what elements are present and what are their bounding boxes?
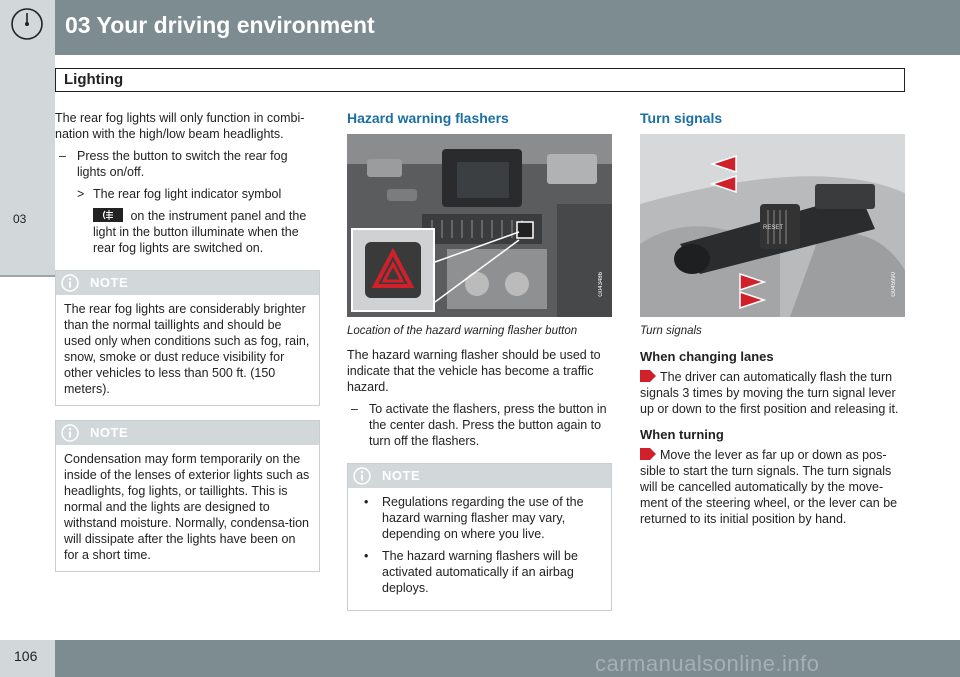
bullet-marker: • [364,549,369,563]
turning-paragraph [640,447,907,527]
note-list-item [356,494,603,542]
info-icon [353,467,371,485]
note-item-text: Regulations regarding the use of the hazard warning flasher may vary, depending on where you live. [382,495,584,541]
result-marker: > [77,187,85,201]
column-turn-signals [640,110,907,533]
note-header [348,464,611,488]
intro-paragraph: The rear fog lights will only function in combi-nation with the high/low beam headlights. [55,111,305,141]
turn-signal-lever-photo [640,134,905,317]
turning-text: Move the lever as far up or down as pos-sible to start the turn signals. The turn signals will be cancelled automatically by the move-ment of the steering wheel, or the lever can be returned to its initial position by hand. [640,448,898,526]
info-icon [61,424,79,442]
result-text-after: on the instrument panel and the light in the button illuminate when the rear fog lights are switched on. [93,209,307,255]
note-item-text: The hazard warning flashers will be activated automatically if an airbag deploys. [382,549,578,595]
bullet-marker: • [364,495,369,509]
note-header [56,271,319,295]
subheading-changing-lanes: When changing lanes [640,349,774,364]
callout-badge [640,370,656,382]
watermark: carmanualsonline.info [595,651,820,676]
chapter-icon-box [0,0,55,55]
step-text: To activate the flashers, press the button in the center dash. Press the button again to turn off the flashers. [369,402,607,448]
info-icon [61,274,79,292]
photo-code: G043486 [598,272,604,297]
column-hazard-flashers [347,110,612,611]
note-text: The rear fog lights are considerably brighter than the normal taillights and should be used only when conditions such as fog, rain, snow, smoke or dust reduce visibility for other vehicles to less than 500 ft. (150 meters). [64,302,310,396]
note-box [55,420,320,572]
callout-badge [640,448,656,460]
step-text: Press the button to switch the rear fog lights on/off. [77,149,288,179]
section-title: Lighting [64,71,124,88]
chapter-number: 03 [13,212,27,226]
step-item [55,148,320,180]
note-label: NOTE [382,468,421,483]
section-title-bar [55,68,905,92]
column-fog-lights [55,110,320,572]
dash-marker: – [351,402,358,416]
turn-signals-heading: Turn signals [640,110,723,126]
changing-lanes-paragraph [640,369,907,417]
hazard-paragraph: The hazard warning flasher should be used to indicate that the vehicle has become a traffic hazard. [347,348,601,394]
photo-caption: Turn signals [640,325,702,337]
lever-label: RESET [763,225,784,231]
note-header [56,421,319,445]
result-item [55,186,320,256]
result-text-before: The rear fog light indicator symbol [93,187,282,201]
gauge-icon [0,0,55,55]
step-item [347,401,612,449]
page-number: 106 [14,648,38,664]
photo-code: G045990 [891,272,897,297]
note-label: NOTE [90,425,129,440]
page-title: 03 Your driving environment [65,12,375,38]
dash-marker: – [59,149,66,163]
rear-fog-light-icon [93,208,123,222]
chapter-tab [0,55,55,275]
note-list [348,488,611,610]
hazard-heading: Hazard warning flashers [347,110,509,126]
note-box [55,270,320,406]
subheading-turning: When turning [640,427,724,442]
note-label: NOTE [90,275,129,290]
photo-caption: Location of the hazard warning flasher button [347,325,578,337]
chapter-tab-divider [0,275,55,277]
note-list-item [356,548,603,596]
note-box [347,463,612,611]
hazard-button-photo [347,134,612,317]
note-text: Condensation may form temporarily on the inside of the lenses of exterior lights such as headlights, fog lights, or taillights. This is normal and the lights are designed to withstand moisture. Normally, condensa-tion will dissipate after the lights have been on for a short time. [64,452,310,562]
changing-lanes-text: The driver can automatically flash the turn signals 3 times by moving the turn signal lever up or down to the first position and releasing it. [640,370,899,416]
